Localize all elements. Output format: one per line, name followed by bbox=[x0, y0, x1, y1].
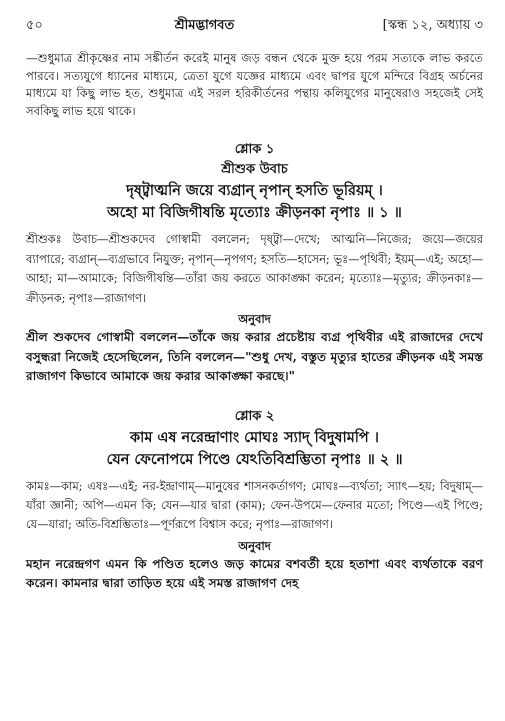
chapter-reference: [স্কন্ধ ১২, অধ্যায় ৩ bbox=[382, 18, 483, 33]
verse-1-line-1: দৃষ্ট্বাত্মনি জয়ে ব্যগ্রান্ নৃপান্ হসতি ভূরিয়ম্ । bbox=[126, 182, 383, 200]
page-header bbox=[26, 0, 483, 42]
verse-2-line-2: যেন ফেনোপমে পিণ্ডে যেঽতিবিশ্রম্ভিতা নৃপাঃ ॥ ২ ॥ bbox=[106, 450, 403, 468]
verse-2-line-1: কাম এষ নরেন্দ্রাণাং মোঘঃ স্যাদ্ বিদুষামপি । bbox=[129, 428, 379, 446]
verse-1-word-meanings: শ্রীশুকঃ উবাচ—শ্রীশুকদেব গোস্বামী বললেন; দৃষ্ট্বা—দেখে; আত্মনি—নিজের; জয়ে—জয়ের ব্যাপারে; ব্যগ্রান্—ব্যগ্রভাবে নিযুক্ত; নৃপান্—নৃপগণ; হসতি—হাসেন; ভূঃ—পৃথিবী; ইয়ম্—এই; অহো—আহা; মা—আমাকে; বিজিগীষন্তি—তাঁরা জয় করতে আকাঙ্ক্ষা করেন; মৃত্যোঃ—মৃত্যুর; ক্রীড়নকাঃ—ক্রীড়নক; নৃপাঃ—রাজাগণ। bbox=[26, 232, 483, 305]
verse-1-line-2: অহো মা বিজিগীষন্তি মৃত্যোঃ ক্রীড়নকা নৃপাঃ ॥ ১ ॥ bbox=[107, 204, 402, 222]
verse-1-translation-heading: অনুবাদ bbox=[238, 312, 271, 326]
verse-1-heading: শ্লোক ১ bbox=[234, 142, 275, 158]
verse-2-translation: মহান নরেন্দ্রগণ এমন কি পণ্ডিত হলেও জড় কামের বশবর্তী হয়ে হতাশা এবং ব্যর্থতাকে বরণ করেন। কামনার দ্বারা তাড়িত হয়ে এই সমস্ত রাজাগণ দেহ bbox=[26, 556, 483, 591]
page-number: ৫০ bbox=[26, 18, 43, 33]
verse-1-translation: শ্রীল শুকদেব গোস্বামী বললেন—তাঁকে জয় করার প্রচেষ্টায় ব্যগ্র পৃথিবীর এই রাজাদের দেখে বসুন্ধরা নিজেই হেসেছিলেন, তিনি বললেন—"শুধু দেখ, বস্তুত মৃত্যুর হাতের ক্রীড়নক এই সমস্ত রাজাগণ কিভাবে আমাকে জয় করার আকাঙ্ক্ষা করছে।" bbox=[26, 330, 483, 383]
intro-paragraph: —শুধুমাত্র শ্রীকৃষ্ণের নাম সঙ্কীর্তন করেই মানুষ জড় বন্ধন থেকে মুক্ত হয়ে পরম সত্যকে লাভ করতে পারবে। সত্যযুগে ধ্যানের মাধ্যমে, ত্রেতা যুগে যজ্ঞের মাধ্যমে এবং দ্বাপর যুগে মন্দিরে বিগ্রহ অর্চনের মাধ্যমে যা কিছু লাভ হত, শুধুমাত্র এই সরল হরিকীর্তনের পন্থায় কলিযুগের মানুষেরাও সহজেই সেই সবকিছু লাভ হয়ে থাকে। bbox=[26, 51, 483, 118]
verse-2-heading: শ্লোক ২ bbox=[234, 408, 275, 424]
book-title: শ্রীমদ্ভাগবত bbox=[174, 18, 235, 33]
verse-1-speaker: শ্রীশুক উবাচ bbox=[221, 162, 288, 178]
verse-2-word-meanings: কামঃ—কাম; এষঃ—এই; নর-ইন্দ্রাণাম্—মানুষের শাসনকর্তাগণ; মোঘঃ—ব্যর্থতা; স্যাৎ—হয়; বিদুষাম্—যাঁরা জ্ঞানী; অপি—এমন কি; যেন—যার দ্বারা (কাম); ফেন-উপমে—ফেনার মতো; পিণ্ডে—এই পিণ্ডে; যে—যারা; অতি-বিশ্রম্ভিতাঃ—পূর্ণরূপে বিশ্বাস করে; নৃপাঃ—রাজাগণ। bbox=[26, 478, 483, 532]
verse-2-translation-heading: অনুবাদ bbox=[238, 538, 271, 553]
